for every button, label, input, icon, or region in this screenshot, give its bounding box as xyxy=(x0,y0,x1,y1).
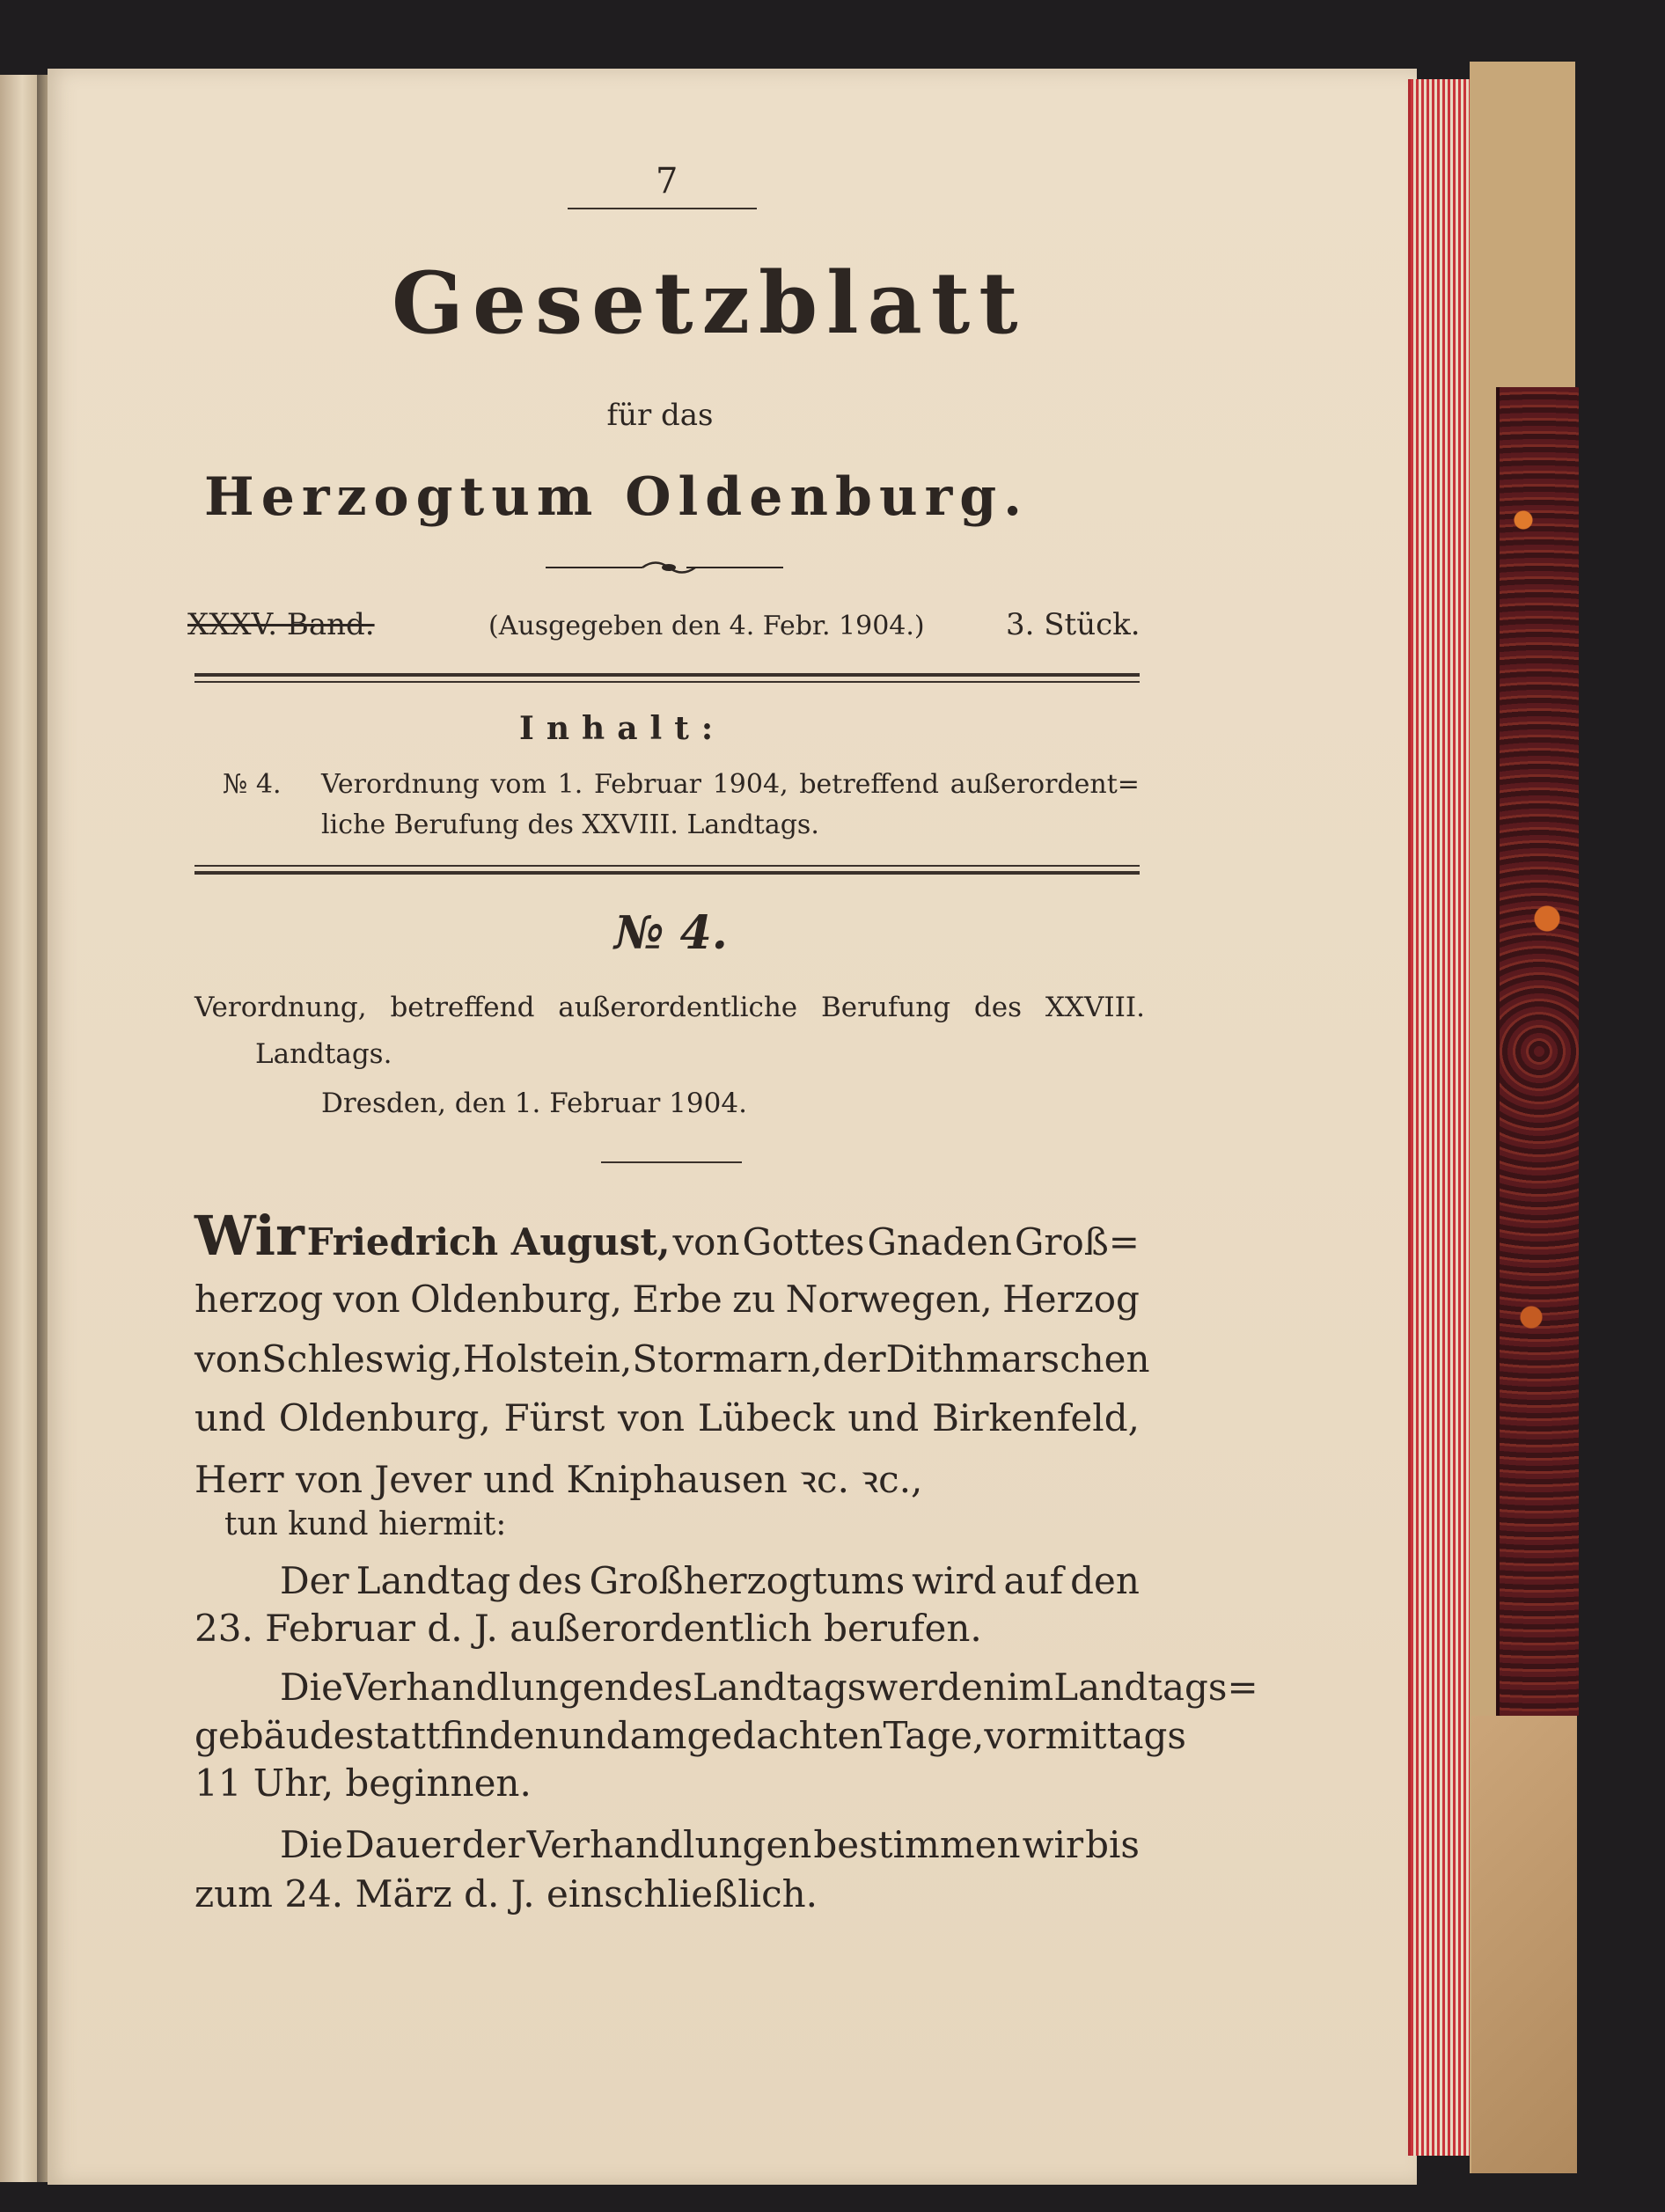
body-word: und xyxy=(558,1714,630,1757)
toc-word: 1904, xyxy=(712,769,788,800)
title-word: betreffend xyxy=(390,992,535,1023)
body-word: herzog xyxy=(194,1278,324,1321)
body-word: Oldenburg, xyxy=(278,1396,491,1439)
body-word: Fürst xyxy=(503,1396,605,1439)
masthead-subtitle-large: Herzogtum Oldenburg. xyxy=(204,466,1030,528)
title-word: XXVIII. xyxy=(1045,992,1145,1023)
body-word: Der xyxy=(280,1559,349,1602)
body-line: 11 Uhr, beginnen. xyxy=(194,1762,532,1805)
body-word: der xyxy=(822,1337,886,1381)
band-label: XXXV. Band. xyxy=(187,607,375,642)
section-short-rule xyxy=(601,1161,742,1163)
page-number-rule xyxy=(568,208,757,209)
title-word: außerordentliche xyxy=(558,992,798,1023)
body-word: zu xyxy=(732,1278,776,1321)
body-word: Landtag xyxy=(356,1559,511,1602)
body-word: Erbe xyxy=(632,1278,722,1321)
body-word: bis xyxy=(1085,1823,1140,1866)
body-word: Verhandlungen xyxy=(342,1666,628,1709)
contents-double-rule-bottom xyxy=(194,871,1140,875)
body-word: wir xyxy=(1022,1823,1084,1866)
body-word: von xyxy=(333,1278,400,1321)
body-line: zum 24. März d. J. einschließlich. xyxy=(194,1872,818,1915)
body-word: im xyxy=(1006,1666,1054,1709)
body-word: Die xyxy=(280,1823,343,1866)
body-word: Schleswig, xyxy=(261,1337,463,1381)
article-title-line-2: Landtags. xyxy=(255,1038,392,1070)
body-line: Herr von Jever und Kniphausen ꝛc. ꝛc., xyxy=(194,1458,923,1501)
body-word: Dithmarschen xyxy=(885,1337,1150,1381)
body-word: Groß= xyxy=(1014,1220,1140,1263)
body-word: Die xyxy=(280,1666,343,1709)
contents-number: № 4. xyxy=(223,769,282,800)
body-line xyxy=(194,1337,1150,1381)
body-line xyxy=(194,1396,1140,1439)
body-word: Lübeck xyxy=(697,1396,835,1439)
place-and-date: Dresden, den 1. Februar 1904. xyxy=(321,1088,747,1119)
body-word: Birkenfeld, xyxy=(932,1396,1140,1439)
body-word: von xyxy=(618,1396,686,1439)
header-double-rule-bottom xyxy=(194,681,1140,683)
body-line xyxy=(280,1666,1258,1709)
body-line xyxy=(280,1559,1140,1602)
body-word: wird xyxy=(912,1559,997,1602)
page-number: 7 xyxy=(656,161,678,201)
body-word: Verhandlungen xyxy=(526,1823,812,1866)
masthead-title: Gesetzblatt xyxy=(392,253,1027,353)
contents-double-rule-top xyxy=(194,865,1140,867)
subtitle-small-text: für das xyxy=(606,398,714,433)
toc-word: Februar xyxy=(593,769,702,800)
body-word: gebäude xyxy=(194,1714,356,1757)
body-word: Tage, xyxy=(883,1714,985,1757)
body-line xyxy=(194,1278,1140,1321)
body-word: Landtags= xyxy=(1053,1666,1258,1709)
toc-word: betreffend xyxy=(799,769,940,800)
body-line: 23. Februar d. J. außerordentlich berufen. xyxy=(194,1607,982,1650)
body-word: von xyxy=(672,1220,740,1263)
body-line xyxy=(194,1204,1140,1268)
contents-line-1 xyxy=(321,769,1140,800)
body-word: bestimmen xyxy=(813,1823,1021,1866)
body-word: Friedrich August, xyxy=(306,1220,671,1263)
body-word: Gottes xyxy=(742,1220,865,1263)
body-word: auf xyxy=(1003,1559,1064,1602)
body-word: der xyxy=(461,1823,525,1866)
body-word: Holstein, xyxy=(462,1337,633,1381)
body-word: stattfinden xyxy=(355,1714,559,1757)
body-word: vormittags xyxy=(984,1714,1186,1757)
body-word: Norwegen, xyxy=(785,1278,993,1321)
contents-line-2: liche Berufung des XXVIII. Landtags. xyxy=(321,809,819,840)
body-word: des xyxy=(627,1666,693,1709)
article-number: № 4. xyxy=(614,906,728,960)
body-word: Gnaden xyxy=(867,1220,1012,1263)
body-word: werden xyxy=(866,1666,1007,1709)
body-word: und xyxy=(847,1396,920,1439)
body-word: Stormarn, xyxy=(632,1337,823,1381)
body-word: Landtags xyxy=(693,1666,867,1709)
body-word: von xyxy=(194,1337,262,1381)
body-word: Wir xyxy=(194,1204,304,1268)
body-word: gedachten xyxy=(686,1714,884,1757)
body-word: und xyxy=(194,1396,266,1439)
body-word: Herzog xyxy=(1002,1278,1140,1321)
body-line: tun kund hiermit: xyxy=(224,1506,507,1542)
body-word: Großherzogtums xyxy=(589,1559,906,1602)
title-word: des xyxy=(973,992,1023,1023)
toc-word: Verordnung xyxy=(321,769,480,800)
ornament-divider xyxy=(546,556,783,579)
issue-date: (Ausgegeben den 4. Febr. 1904.) xyxy=(488,611,925,641)
body-line xyxy=(280,1823,1140,1866)
body-word: Dauer xyxy=(345,1823,460,1866)
title-word: Verordnung, xyxy=(194,992,367,1023)
body-line xyxy=(194,1714,1186,1757)
header-double-rule-top xyxy=(194,673,1140,677)
body-word: den xyxy=(1070,1559,1140,1602)
body-word: des xyxy=(517,1559,583,1602)
toc-word: vom xyxy=(490,769,546,800)
toc-word: 1. xyxy=(557,769,583,800)
body-word: am xyxy=(629,1714,687,1757)
contents-heading: Inhalt: xyxy=(519,710,726,747)
body-word: Oldenburg, xyxy=(410,1278,622,1321)
toc-word: außerordent= xyxy=(950,769,1140,800)
title-word: Berufung xyxy=(820,992,951,1023)
masthead-subtitle-small xyxy=(563,398,757,433)
article-title-line-1 xyxy=(194,992,1145,1023)
issue-piece: 3. Stück. xyxy=(1006,607,1141,642)
